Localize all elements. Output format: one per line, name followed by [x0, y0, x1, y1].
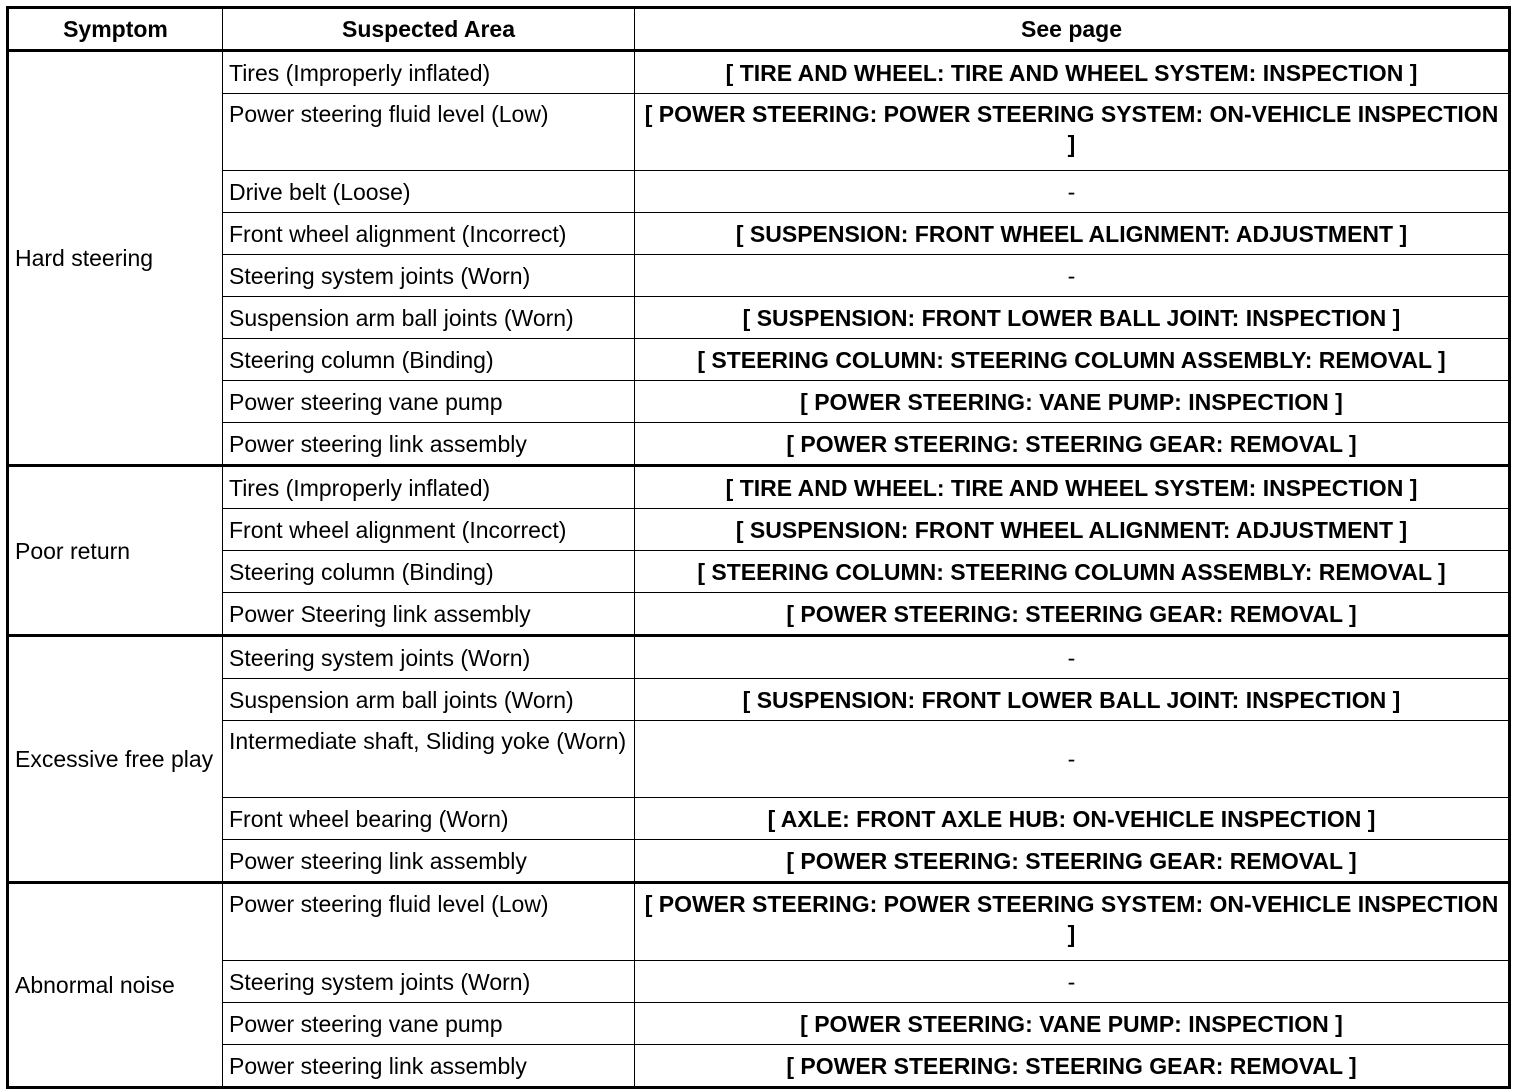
symptom-cell: Hard steering: [8, 51, 223, 466]
suspected-area-cell: Intermediate shaft, Sliding yoke (Worn): [223, 721, 635, 798]
suspected-area-cell: Power steering fluid level (Low): [223, 94, 635, 171]
suspected-area-cell: Power steering vane pump: [223, 381, 635, 423]
symptom-cell: Excessive free play: [8, 636, 223, 883]
table-row: [8, 381, 1510, 423]
suspected-area-cell: Front wheel alignment (Incorrect): [223, 509, 635, 551]
see-page-link[interactable]: [ POWER STEERING: POWER STEERING SYSTEM: ON-VEHICLE INSPECTION ]: [635, 94, 1510, 171]
header-symptom: Symptom: [8, 8, 223, 51]
suspected-area-cell: Steering system joints (Worn): [223, 255, 635, 297]
suspected-area-cell: Tires (Improperly inflated): [223, 51, 635, 94]
table-row: [8, 51, 1510, 94]
suspected-area-cell: Suspension arm ball joints (Worn): [223, 679, 635, 721]
suspected-area-cell: Power steering vane pump: [223, 1003, 635, 1045]
suspected-area-cell: Suspension arm ball joints (Worn): [223, 297, 635, 339]
suspected-area-cell: Drive belt (Loose): [223, 171, 635, 213]
header-row: [8, 8, 1510, 51]
table-row: [8, 798, 1510, 840]
table-row: [8, 1003, 1510, 1045]
see-page-cell: -: [635, 721, 1510, 798]
table-row: [8, 961, 1510, 1003]
see-page-link[interactable]: [ STEERING COLUMN: STEERING COLUMN ASSEMBLY: REMOVAL ]: [635, 551, 1510, 593]
suspected-area-cell: Power steering link assembly: [223, 840, 635, 883]
table-row: [8, 1045, 1510, 1088]
header-see-page: See page: [635, 8, 1510, 51]
suspected-area-cell: Power steering link assembly: [223, 423, 635, 466]
see-page-link[interactable]: [ SUSPENSION: FRONT LOWER BALL JOINT: INSPECTION ]: [635, 297, 1510, 339]
see-page-link[interactable]: [ POWER STEERING: STEERING GEAR: REMOVAL ]: [635, 593, 1510, 636]
suspected-area-cell: Power steering link assembly: [223, 1045, 635, 1088]
suspected-area-cell: Steering column (Binding): [223, 551, 635, 593]
table-row: [8, 593, 1510, 636]
see-page-link[interactable]: [ SUSPENSION: FRONT WHEEL ALIGNMENT: ADJUSTMENT ]: [635, 509, 1510, 551]
symptom-cell: Poor return: [8, 466, 223, 636]
see-page-link[interactable]: [ AXLE: FRONT AXLE HUB: ON-VEHICLE INSPECTION ]: [635, 798, 1510, 840]
table-row: [8, 509, 1510, 551]
table-row: [8, 339, 1510, 381]
see-page-link[interactable]: [ SUSPENSION: FRONT LOWER BALL JOINT: INSPECTION ]: [635, 679, 1510, 721]
table-row: [8, 679, 1510, 721]
table-row: [8, 466, 1510, 509]
table-row: [8, 423, 1510, 466]
table-row: [8, 883, 1510, 961]
see-page-link[interactable]: [ STEERING COLUMN: STEERING COLUMN ASSEMBLY: REMOVAL ]: [635, 339, 1510, 381]
table-row: [8, 297, 1510, 339]
header-suspected-area: Suspected Area: [223, 8, 635, 51]
suspected-area-cell: Front wheel bearing (Worn): [223, 798, 635, 840]
see-page-link[interactable]: [ POWER STEERING: VANE PUMP: INSPECTION ]: [635, 381, 1510, 423]
table-row: [8, 255, 1510, 297]
see-page-link[interactable]: [ POWER STEERING: STEERING GEAR: REMOVAL ]: [635, 423, 1510, 466]
symptom-cell: Abnormal noise: [8, 883, 223, 1088]
suspected-area-cell: Power steering fluid level (Low): [223, 883, 635, 961]
see-page-link[interactable]: [ POWER STEERING: POWER STEERING SYSTEM: ON-VEHICLE INSPECTION ]: [635, 883, 1510, 961]
see-page-link[interactable]: [ POWER STEERING: VANE PUMP: INSPECTION ]: [635, 1003, 1510, 1045]
suspected-area-cell: Power Steering link assembly: [223, 593, 635, 636]
see-page-link[interactable]: [ POWER STEERING: STEERING GEAR: REMOVAL ]: [635, 1045, 1510, 1088]
table-row: [8, 171, 1510, 213]
see-page-cell: -: [635, 961, 1510, 1003]
see-page-link[interactable]: [ TIRE AND WHEEL: TIRE AND WHEEL SYSTEM: INSPECTION ]: [635, 51, 1510, 94]
see-page-link[interactable]: [ SUSPENSION: FRONT WHEEL ALIGNMENT: ADJUSTMENT ]: [635, 213, 1510, 255]
suspected-area-cell: Front wheel alignment (Incorrect): [223, 213, 635, 255]
suspected-area-cell: Steering column (Binding): [223, 339, 635, 381]
see-page-cell: -: [635, 636, 1510, 679]
suspected-area-cell: Steering system joints (Worn): [223, 636, 635, 679]
table-row: [8, 551, 1510, 593]
suspected-area-cell: Tires (Improperly inflated): [223, 466, 635, 509]
table-row: [8, 213, 1510, 255]
suspected-area-cell: Steering system joints (Worn): [223, 961, 635, 1003]
table-row: [8, 840, 1510, 883]
see-page-cell: -: [635, 255, 1510, 297]
troubleshooting-table: [6, 6, 1511, 1089]
table-row: [8, 94, 1510, 171]
table-body: [8, 51, 1510, 1088]
see-page-link[interactable]: [ TIRE AND WHEEL: TIRE AND WHEEL SYSTEM: INSPECTION ]: [635, 466, 1510, 509]
table-row: [8, 636, 1510, 679]
see-page-link[interactable]: [ POWER STEERING: STEERING GEAR: REMOVAL ]: [635, 840, 1510, 883]
see-page-cell: -: [635, 171, 1510, 213]
table-row: [8, 721, 1510, 798]
